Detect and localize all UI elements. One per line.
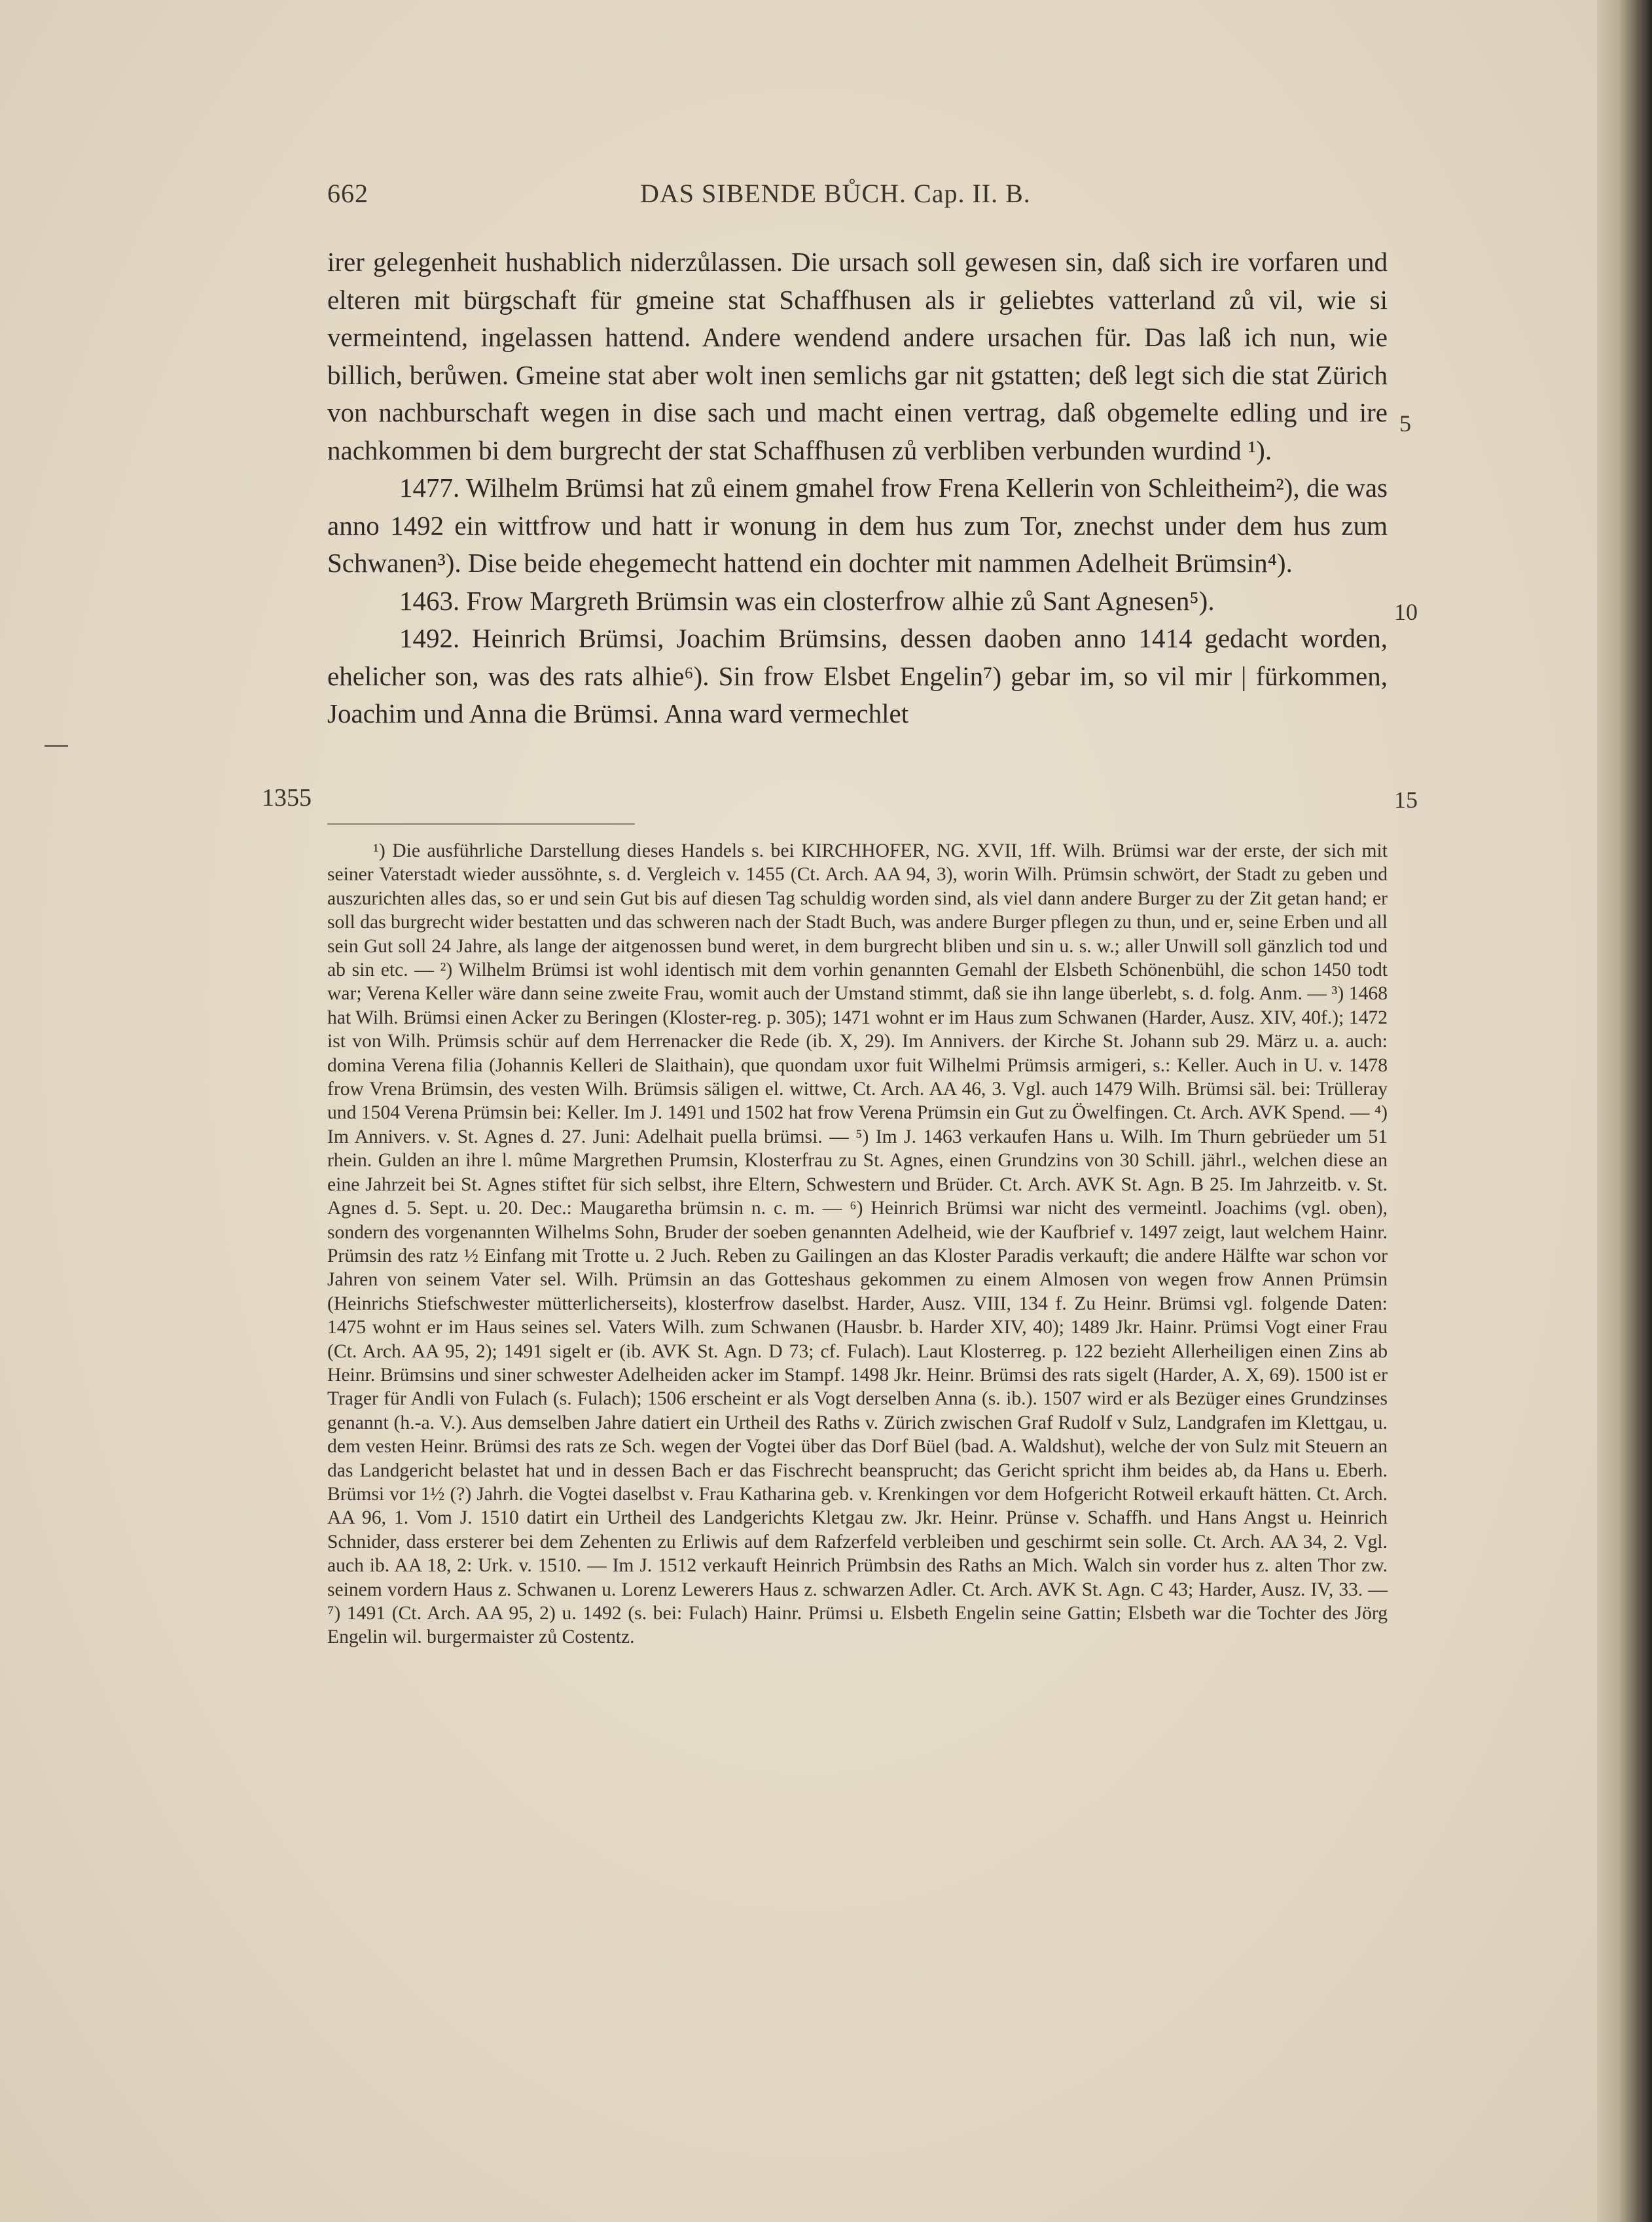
paragraph: 1463. Frow Margreth Brümsin was ein closterfrow alhie zů Sant Agnesen⁵). <box>399 585 1215 616</box>
manuscript-page-number: 1355 <box>262 784 312 812</box>
paragraph: irer gelegenheit hushablich niderzůlassen. Die ursach soll gewesen sin, daß sich ire vorfaren und elteren mit bürgschaft für gmeine stat Schaffhusen als ir geliebtes vatterland zů vil, wie si vermeintend, ingelassen hattend. Andere wendend andere ursachen für. Das laß ich nun, wie billich, berůwen. Gmeine stat aber wolt inen semlichs gar nit gstatten; deß legt sich die stat Zürich von nachburschaft wegen in dise sach und macht einen vertrag, daß obgemelte edling und ire nachkommen bi dem burgrecht der stat Schaffhusen zů verbliben verbunden wurdind ¹). <box>327 247 1388 465</box>
paragraph: 1477. Wilhelm Brümsi hat zů einem gmahel frow Frena Kellerin von Schleitheim²), die was anno 1492 ein wittfrow und hatt ir wonung in dem hus zum Tor, znechst under dem hus zum Schwanen³). Dise beide ehegemecht hattend ein dochter mit nammen Adelheit Brümsin⁴). <box>327 473 1388 578</box>
line-number-10: 10 <box>1394 599 1418 625</box>
page-number: 662 <box>327 179 368 208</box>
book-gutter <box>1597 0 1652 2222</box>
line-number-15: 15 <box>1394 787 1418 813</box>
footnote-rule <box>327 823 635 825</box>
running-header <box>327 178 1309 217</box>
footnotes <box>327 839 1388 1649</box>
line-number-5: 5 <box>1399 410 1411 437</box>
paragraph: 1492. Heinrich Brümsi, Joachim Brümsins, dessen daoben anno 1414 gedacht worden, ehelicher son, was des rats alhie⁶). Sin frow Elsbet Engelin⁷) gebar im, so vil mir | fürkommen, Joachim und Anna die Brümsi. Anna ward vermechlet <box>327 623 1388 728</box>
running-title: DAS SIBENDE BŮCH. Cap. II. B. <box>640 179 1031 208</box>
main-text <box>327 243 1388 733</box>
footnote-text: ¹) Die ausführliche Darstellung dieses Handels s. bei KIRCHHOFER, NG. XVII, 1ff. Wilh. Brümsi war der erste, der sich mit seiner Vaterstadt wieder aussöhnte, s. d. Vergleich v. 1455 (Ct. Arch. AA 94, 3), worin Wilh. Prümsin schwört, der Stadt zu geben und auszurichten alles das, so er und sein Gut bis auf diesen Tag schuldig worden sind, als viel dann andere Burger zu der Zit getan hand; er soll das burgrecht wider bestatten und das schweren nach der Stadt Buch, was andere Burger pflegen zu thun, und er, seine Erben und all sein Gut soll 24 Jahre, als lange der aitgenossen bund weret, in dem burgrecht bliben und sin u. s. w.; aller Unwill soll gänzlich tod und ab sin etc. — ²) Wilhelm Brümsi ist wohl identisch mit dem vorhin genannten Gemahl der Elsbeth Schönenbühl, die schon 1450 todt war; Verena Keller wäre dann seine zweite Frau, womit auch der Umstand stimmt, daß sie ihn lange überlebt, s. d. folg. Anm. — ³) 1468 hat Wilh. Brümsi einen Acker zu Beringen (Kloster-reg. p. 305); 1471 wohnt er im Haus zum Schwanen (Harder, Ausz. XIV, 40f.); 1472 ist von Wilh. Prümsis schür auf dem Herrenacker die Rede (ib. X, 29). Im Annivers. der Kirche St. Johann sub 29. März u. a. auch: domina Verena filia (Johannis Kelleri de Slaithain), que quondam uxor fuit Wilhelmi Prümsis armigeri, s.: Keller. Auch in U. v. 1478 frow Vrena Brümsin, des vesten Wilh. Brümsis säligen el. wittwe, Ct. Arch. AA 46, 3. Vgl. auch 1479 Wilh. Brümsi säl. bei: Trülleray und 1504 Verena Prümsin bei: Keller. Im J. 1491 und 1502 hat frow Verena Prümsin ein Gut zu Öwelfingen. Ct. Arch. AVK Spend. — ⁴) Im Annivers. v. St. Agnes d. 27. Juni: Adelhait puella brümsi. — ⁵) Im J. 1463 verkaufen Hans u. Wilh. Im Thurn gebrüeder um 51 rhein. Gulden an ihre l. mûme Margrethen Prumsin, Klosterfrau zu St. Agnes, einen Grundzins von 30 Schill. jährl., welchen diese an eine Jahrzeit bei St. Agnes stiftet für sich selbst, ihre Eltern, Schwestern und Brüder. Ct. Arch. AVK St. Agn. B 25. Im Jahrzeitb. v. St. Agnes d. 5. Sept. u. 20. Dec.: Maugaretha brümsin n. c. m. — ⁶) Heinrich Brümsi war nicht des vermeintl. Joachims (vgl. oben), sondern des vorgenannten Wilhelms Sohn, Bruder der soeben genannten Adelheid, wie der Kaufbrief v. 1497 zeigt, laut welchem Hainr. Prümsin des ratz ½ Einfang mit Trotte u. 2 Juch. Reben zu Gailingen an das Kloster Paradis verkauft; die andere Hälfte war schon vor Jahren von seinem Vater sel. Wilh. Prümsin an das Gotteshaus gekommen zu einem Almosen von wegen frow Annen Prümsin (Heinrichs Stiefschwester mütterlicherseits), klosterfrow daselbst. Harder, Ausz. VIII, 134 f. Zu Heinr. Brümsi vgl. folgende Daten: 1475 wohnt er im Haus seines sel. Vaters Wilh. zum Schwanen (Hausbr. b. Harder XIV, 40); 1489 Jkr. Hainr. Prümsi Vogt einer Frau (Ct. Arch. AA 95, 2); 1491 sigelt er (ib. AVK St. Agn. D 73; cf. Fulach). Laut Klosterreg. p. 122 bezieht Allerheiligen einen Zins ab Heinr. Brümsins und siner schwester Adelheiden acker im Stampf. 1498 Jkr. Heinr. Brümsi des rats sigelt (Harder, A. X, 69). 1500 ist er Trager für Andli von Fulach (s. Fulach); 1506 erscheint er als Vogt derselben Anna (s. ib.). 1507 wird er als Bezüger eines Grundzinses genannt (h.-a. V.). Aus demselben Jahre datiert ein Urtheil des Raths v. Zürich zwischen Graf Rudolf v Sulz, Landgrafen im Klettgau, u. dem vesten Heinr. Brümsi des rats ze Sch. wegen der Vogtei über das Dorf Büel (bad. A. Waldshut), welche der von Sulz mit Steuern an das Landgericht belastet hat und in dessen Bach er das Fischrecht beansprucht; das Gericht spricht ihm beides ab, da Hans u. Eberh. Brümsi vor 1½ (?) Jahrh. die Vogtei daselbst v. Frau Katharina geb. v. Krenkingen vor dem Hofgericht Rotweil erkauft hätten. Ct. Arch. AA 96, 1. Vom J. 1510 datirt ein Urtheil des Landgerichts Kletgau zw. Jkr. Heinr. Prünse v. Schaffh. und Hans Angst u. Heinrich Schnider, dass ersterer bei dem Zehenten zu Erliwis auf dem Rafzerfeld verbleiben und geschirmt sein solle. Ct. Arch. AA 34, 2. Vgl. auch ib. AA 18, 2: Urk. v. 1510. — Im J. 1512 verkauft Heinrich Prümbsin des Raths an Mich. Walch sin vorder hus z. alten Thor zw. seinem vordern Haus z. Schwanen u. Lorenz Lewerers Haus z. schwarzen Adler. Ct. Arch. AVK St. Agn. C 43; Harder, Ausz. IV, 33. — ⁷) 1491 (Ct. Arch. AA 95, 2) u. 1492 (s. bei: Fulach) Hainr. Prümsi u. Elsbeth Engelin seine Gattin; Elsbeth war die Tochter des Jörg Engelin wil. burgermaister zů Costentz. <box>327 840 1388 1648</box>
margin-mark <box>45 745 68 747</box>
